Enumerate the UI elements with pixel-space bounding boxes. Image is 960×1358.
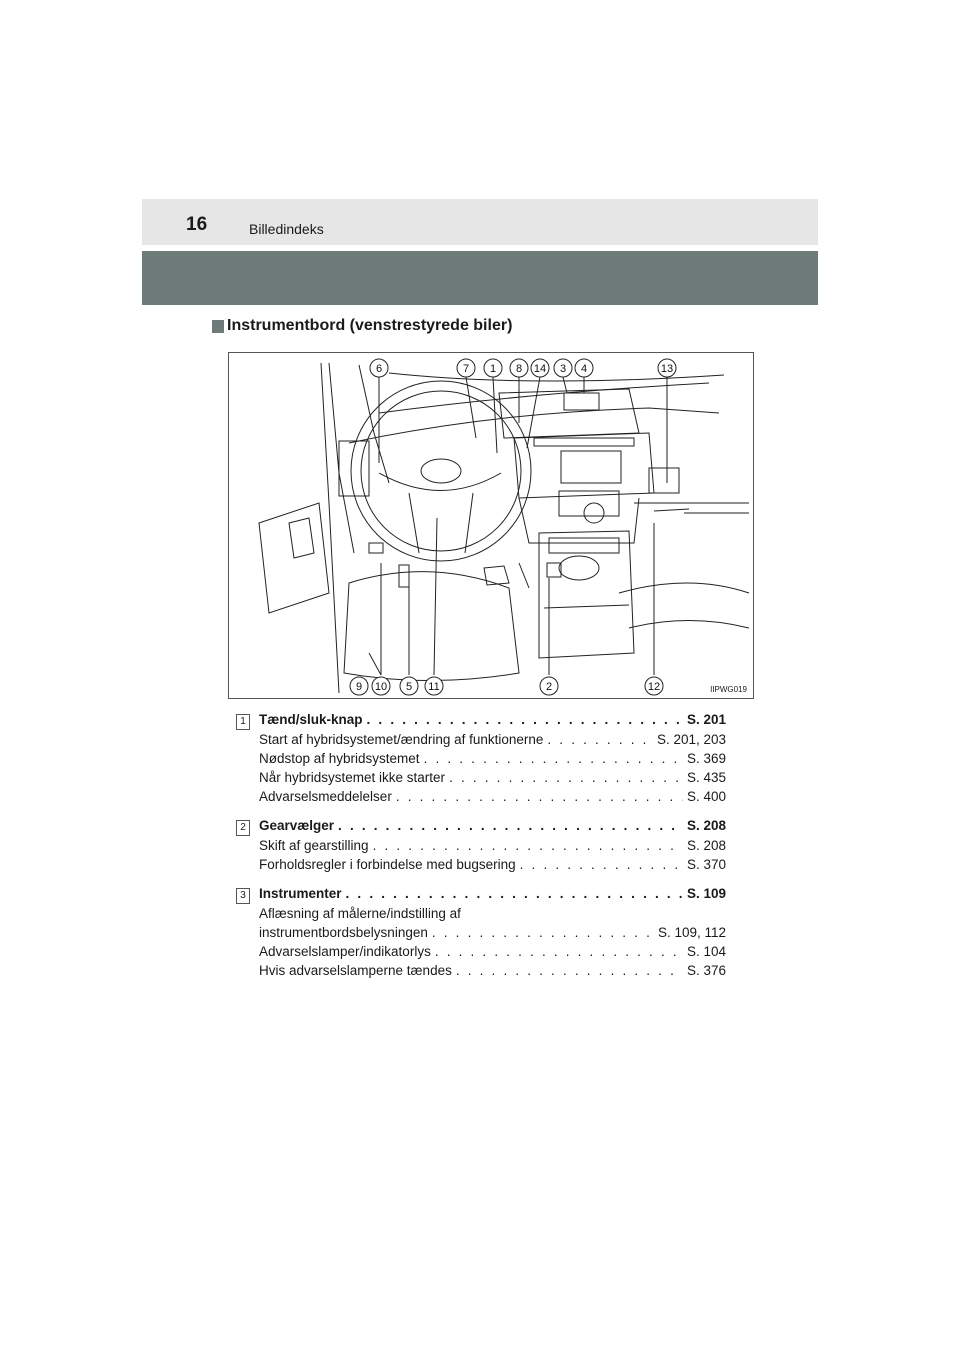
- header-bar: [142, 199, 818, 245]
- callout-10: 10: [374, 681, 388, 693]
- index-entries: [236, 710, 726, 990]
- entry-2: [236, 816, 726, 874]
- entry-ref: S. 109: [686, 886, 726, 901]
- entry-2-heading: [236, 816, 726, 836]
- entry-item: Start af hybridsystemet/ændring af funktionerne . . . S. 201, 203: [236, 730, 726, 749]
- section-heading: [212, 317, 512, 335]
- figure-code: IIPWG019: [710, 685, 747, 694]
- page-number: 16: [186, 214, 208, 235]
- entry-item-pre: Aflæsning af målerne/indstilling af: [259, 906, 461, 921]
- callout-11: 11: [428, 681, 440, 693]
- entry-item: Advarselsmeddelelser . . . S. 400: [236, 787, 726, 806]
- entry-1: [236, 710, 726, 806]
- callout-12: 12: [647, 681, 661, 693]
- callout-13: 13: [660, 363, 674, 375]
- entry-item: Skift af gearstilling . . . S. 208: [236, 836, 726, 855]
- entry-title: Instrumenter: [259, 886, 342, 901]
- callout-2: 2: [545, 681, 553, 693]
- callout-7: 7: [462, 363, 470, 375]
- section-title: Instrumentbord (venstrestyrede biler): [227, 317, 513, 334]
- running-title: Billedindeks: [249, 221, 324, 237]
- entry-3: [236, 884, 726, 980]
- entry-item: Når hybridsystemet ikke starter . . . S. 435: [236, 768, 726, 787]
- entry-title: Gearvælger: [259, 818, 335, 833]
- callout-9: 9: [355, 681, 363, 693]
- callout-3: 3: [559, 363, 567, 375]
- dashboard-drawing: [229, 353, 753, 698]
- entry-number: 3: [236, 888, 250, 904]
- entry-ref: S. 201: [686, 712, 726, 727]
- entry-item: Nødstop af hybridsystemet . . . S. 369: [236, 749, 726, 768]
- callout-6: 6: [375, 363, 383, 375]
- entry-item: Advarselslamper/indikatorlys . . . S. 104: [236, 942, 726, 961]
- callout-1: 1: [489, 363, 497, 375]
- entry-item: Hvis advarselslamperne tændes . . . S. 376: [236, 961, 726, 980]
- header-band: [142, 251, 818, 305]
- heading-square-icon: [212, 320, 224, 333]
- entry-number: 2: [236, 820, 250, 836]
- entry-item: Forholdsregler i forbindelse med bugsering . . . S. 370: [236, 855, 726, 874]
- entry-3-heading: [236, 884, 726, 904]
- callout-5: 5: [405, 681, 413, 693]
- entry-1-heading: [236, 710, 726, 730]
- callout-14: 14: [533, 363, 547, 375]
- entry-ref: S. 208: [686, 818, 726, 833]
- entry-number: 1: [236, 714, 250, 730]
- entry-title: Tænd/sluk-knap: [259, 712, 363, 727]
- entry-item: instrumentbordsbelysningen . . . S. 109, 112: [236, 923, 726, 942]
- callout-4: 4: [580, 363, 588, 375]
- callout-8: 8: [515, 363, 523, 375]
- dashboard-illustration: [228, 352, 754, 699]
